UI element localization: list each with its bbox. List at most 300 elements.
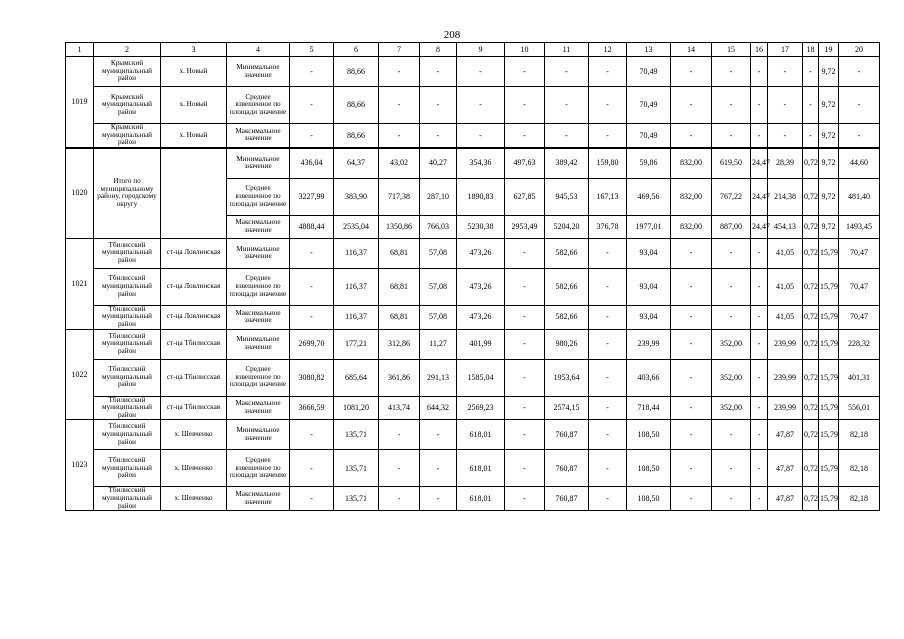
- column-number-cell: 6: [334, 43, 379, 57]
- value-cell: -: [420, 420, 457, 450]
- value-cell: 57,08: [420, 268, 457, 305]
- value-cell: -: [505, 329, 545, 359]
- value-cell: -: [420, 450, 457, 487]
- value-cell: -: [671, 420, 712, 450]
- value-type-cell: Максимальное значение: [227, 396, 290, 420]
- value-cell: -: [589, 450, 627, 487]
- value-cell: 24,47: [751, 215, 768, 238]
- value-type-cell: Минимальное значение: [227, 57, 290, 87]
- value-cell: 70,49: [627, 57, 671, 87]
- value-cell: -: [751, 238, 768, 268]
- value-cell: -: [712, 487, 751, 511]
- table-row: [66, 329, 880, 359]
- table-row: [66, 359, 880, 396]
- value-cell: -: [420, 87, 457, 124]
- value-cell: -: [379, 450, 420, 487]
- value-cell: 2699,70: [290, 329, 334, 359]
- value-cell: -: [671, 487, 712, 511]
- locality-cell: ст-ца Тбилисская: [161, 396, 227, 420]
- value-cell: 582,66: [545, 305, 589, 329]
- value-cell: 287,10: [420, 178, 457, 215]
- locality-cell: х. Шевченко: [161, 487, 227, 511]
- locality-cell: х. Шевченко: [161, 450, 227, 487]
- district-cell: Тбилисский муниципальный район: [94, 396, 161, 420]
- value-cell: -: [290, 487, 334, 511]
- value-cell: 383,90: [334, 178, 379, 215]
- value-cell: 59,86: [627, 148, 671, 179]
- value-cell: 47,87: [768, 420, 803, 450]
- value-cell: 1350,86: [379, 215, 420, 238]
- value-cell: 980,26: [545, 329, 589, 359]
- value-cell: 82,18: [839, 420, 880, 450]
- value-cell: 28,39: [768, 148, 803, 179]
- value-cell: 9,72: [819, 124, 839, 148]
- value-cell: 401,31: [839, 359, 880, 396]
- value-cell: -: [751, 305, 768, 329]
- value-cell: 760,87: [545, 487, 589, 511]
- value-cell: 11,27: [420, 329, 457, 359]
- value-type-cell: Максимальное значение: [227, 487, 290, 511]
- value-cell: 312,86: [379, 329, 420, 359]
- value-type-cell: Минимальное значение: [227, 238, 290, 268]
- value-cell: 40,27: [420, 148, 457, 179]
- value-cell: 108,50: [627, 420, 671, 450]
- district-cell: Крымский муниципальный район: [94, 57, 161, 87]
- value-cell: -: [505, 268, 545, 305]
- value-cell: 3666,59: [290, 396, 334, 420]
- value-cell: -: [379, 420, 420, 450]
- district-cell: Тбилисский муниципальный район: [94, 305, 161, 329]
- value-cell: -: [589, 268, 627, 305]
- value-cell: 43,02: [379, 148, 420, 179]
- value-cell: -: [712, 450, 751, 487]
- value-cell: 135,71: [334, 420, 379, 450]
- locality-cell: [161, 148, 227, 239]
- value-cell: 0,72: [803, 359, 819, 396]
- value-cell: -: [505, 487, 545, 511]
- value-cell: 57,08: [420, 305, 457, 329]
- value-cell: 228,32: [839, 329, 880, 359]
- value-cell: -: [290, 238, 334, 268]
- value-cell: 361,86: [379, 359, 420, 396]
- column-number-cell: 18: [803, 43, 819, 57]
- value-cell: -: [505, 359, 545, 396]
- value-cell: -: [420, 57, 457, 87]
- value-cell: 159,80: [589, 148, 627, 179]
- value-type-cell: Минимальное значение: [227, 148, 290, 179]
- locality-cell: х. Новый: [161, 57, 227, 87]
- value-cell: -: [290, 57, 334, 87]
- locality-cell: х. Шевченко: [161, 420, 227, 450]
- value-cell: 945,53: [545, 178, 589, 215]
- value-cell: 473,26: [457, 238, 505, 268]
- value-cell: 57,08: [420, 238, 457, 268]
- value-cell: 0,72: [803, 305, 819, 329]
- district-cell: Крымский муниципальный район: [94, 87, 161, 124]
- value-cell: 3080,82: [290, 359, 334, 396]
- value-cell: 454,13: [768, 215, 803, 238]
- value-cell: -: [751, 329, 768, 359]
- district-cell: Тбилисский муниципальный район: [94, 487, 161, 511]
- value-cell: 0,72: [803, 396, 819, 420]
- value-cell: 9,72: [819, 215, 839, 238]
- value-cell: 0,72: [803, 215, 819, 238]
- value-cell: -: [803, 57, 819, 87]
- value-cell: 0,72: [803, 329, 819, 359]
- value-cell: 24,47: [751, 148, 768, 179]
- value-cell: 82,18: [839, 487, 880, 511]
- value-cell: 68,81: [379, 268, 420, 305]
- value-cell: -: [589, 359, 627, 396]
- value-cell: -: [545, 124, 589, 148]
- value-cell: -: [545, 57, 589, 87]
- cadastral-values-table: [65, 42, 880, 511]
- value-cell: 618,01: [457, 487, 505, 511]
- value-cell: 239,99: [768, 359, 803, 396]
- value-cell: 0,72: [803, 238, 819, 268]
- value-type-cell: Среднее взвешенное по площади значение: [227, 359, 290, 396]
- value-cell: -: [751, 359, 768, 396]
- value-cell: 135,71: [334, 487, 379, 511]
- value-cell: -: [505, 420, 545, 450]
- row-id-cell: 1022: [66, 329, 94, 420]
- value-cell: 1953,64: [545, 359, 589, 396]
- locality-cell: ст-ца Тбилисская: [161, 359, 227, 396]
- value-cell: -: [589, 396, 627, 420]
- value-cell: 2953,49: [505, 215, 545, 238]
- value-cell: 108,50: [627, 450, 671, 487]
- value-cell: 239,99: [768, 396, 803, 420]
- value-cell: 47,87: [768, 487, 803, 511]
- row-id-cell: 1023: [66, 420, 94, 511]
- value-cell: 291,13: [420, 359, 457, 396]
- value-cell: 68,81: [379, 305, 420, 329]
- value-cell: -: [671, 238, 712, 268]
- value-cell: -: [671, 305, 712, 329]
- value-cell: -: [420, 487, 457, 511]
- value-cell: -: [290, 305, 334, 329]
- value-cell: -: [839, 87, 880, 124]
- district-cell: Тбилисский муниципальный район: [94, 420, 161, 450]
- value-cell: 413,74: [379, 396, 420, 420]
- value-cell: 473,26: [457, 268, 505, 305]
- locality-cell: х. Новый: [161, 124, 227, 148]
- table-row: [66, 396, 880, 420]
- column-number-cell: 8: [420, 43, 457, 57]
- header-row: [66, 43, 880, 57]
- value-cell: -: [768, 87, 803, 124]
- column-number-cell: 2: [94, 43, 161, 57]
- column-number-cell: 3: [161, 43, 227, 57]
- value-cell: 556,01: [839, 396, 880, 420]
- value-type-cell: Максимальное значение: [227, 215, 290, 238]
- district-cell: Крымский муниципальный район: [94, 124, 161, 148]
- value-cell: 15,79: [819, 396, 839, 420]
- row-id-cell: 1021: [66, 238, 94, 329]
- value-cell: 0,72: [803, 178, 819, 215]
- district-cell: Тбилисский муниципальный район: [94, 450, 161, 487]
- column-number-cell: 1: [66, 43, 94, 57]
- value-cell: 70,49: [627, 124, 671, 148]
- value-cell: -: [589, 420, 627, 450]
- value-cell: 15,79: [819, 238, 839, 268]
- value-cell: 5230,38: [457, 215, 505, 238]
- value-cell: -: [505, 238, 545, 268]
- value-cell: -: [839, 124, 880, 148]
- value-cell: 15,79: [819, 329, 839, 359]
- value-cell: -: [379, 87, 420, 124]
- value-cell: -: [505, 87, 545, 124]
- value-cell: 436,04: [290, 148, 334, 179]
- value-cell: -: [420, 124, 457, 148]
- value-cell: -: [751, 487, 768, 511]
- value-cell: -: [712, 305, 751, 329]
- column-number-cell: 10: [505, 43, 545, 57]
- value-cell: -: [505, 396, 545, 420]
- value-cell: 887,00: [712, 215, 751, 238]
- value-cell: -: [803, 87, 819, 124]
- value-cell: -: [671, 87, 712, 124]
- value-cell: -: [290, 87, 334, 124]
- value-cell: 1585,04: [457, 359, 505, 396]
- value-cell: 354,36: [457, 148, 505, 179]
- table-row: [66, 148, 880, 179]
- value-cell: 1493,45: [839, 215, 880, 238]
- value-cell: -: [589, 329, 627, 359]
- column-number-cell: 13: [627, 43, 671, 57]
- value-cell: 0,72: [803, 487, 819, 511]
- value-cell: -: [505, 57, 545, 87]
- value-cell: -: [671, 57, 712, 87]
- value-cell: -: [751, 87, 768, 124]
- table-row: [66, 57, 880, 87]
- value-cell: 41,05: [768, 238, 803, 268]
- value-cell: 44,60: [839, 148, 880, 179]
- value-cell: 767,22: [712, 178, 751, 215]
- value-cell: 167,13: [589, 178, 627, 215]
- value-cell: 0,72: [803, 268, 819, 305]
- value-cell: 9,72: [819, 148, 839, 179]
- value-cell: 116,37: [334, 238, 379, 268]
- value-cell: 0,72: [803, 450, 819, 487]
- value-type-cell: Среднее взвешенное по площади значение: [227, 450, 290, 487]
- value-cell: 473,26: [457, 305, 505, 329]
- value-cell: 41,05: [768, 305, 803, 329]
- value-cell: 70,47: [839, 305, 880, 329]
- value-type-cell: Минимальное значение: [227, 420, 290, 450]
- value-cell: 2535,04: [334, 215, 379, 238]
- value-cell: -: [671, 329, 712, 359]
- value-cell: 469,56: [627, 178, 671, 215]
- value-cell: -: [379, 57, 420, 87]
- value-cell: 24,47: [751, 178, 768, 215]
- value-cell: -: [768, 124, 803, 148]
- value-cell: -: [803, 124, 819, 148]
- value-cell: 832,00: [671, 148, 712, 179]
- value-cell: -: [379, 124, 420, 148]
- value-cell: -: [751, 57, 768, 87]
- page-number: 208: [443, 29, 461, 41]
- value-cell: -: [505, 450, 545, 487]
- value-cell: -: [712, 238, 751, 268]
- value-cell: 239,99: [768, 329, 803, 359]
- value-cell: 832,00: [671, 215, 712, 238]
- value-cell: -: [768, 57, 803, 87]
- value-cell: -: [379, 487, 420, 511]
- value-cell: 135,71: [334, 450, 379, 487]
- value-cell: 93,04: [627, 268, 671, 305]
- value-cell: 116,37: [334, 268, 379, 305]
- column-number-cell: 7: [379, 43, 420, 57]
- district-cell: Тбилисский муниципальный район: [94, 268, 161, 305]
- table-row: [66, 87, 880, 124]
- value-cell: 177,21: [334, 329, 379, 359]
- value-cell: 717,38: [379, 178, 420, 215]
- value-cell: 644,32: [420, 396, 457, 420]
- value-cell: -: [751, 450, 768, 487]
- value-cell: -: [671, 359, 712, 396]
- value-type-cell: Максимальное значение: [227, 305, 290, 329]
- column-number-cell: 17: [768, 43, 803, 57]
- value-cell: -: [751, 124, 768, 148]
- value-cell: 47,87: [768, 450, 803, 487]
- value-cell: 582,66: [545, 268, 589, 305]
- value-cell: -: [712, 124, 751, 148]
- value-cell: -: [290, 124, 334, 148]
- value-cell: 389,42: [545, 148, 589, 179]
- value-cell: 1890,83: [457, 178, 505, 215]
- value-type-cell: Максимальное значение: [227, 124, 290, 148]
- value-cell: -: [589, 57, 627, 87]
- value-cell: 9,72: [819, 178, 839, 215]
- value-cell: 619,50: [712, 148, 751, 179]
- value-cell: 5204,20: [545, 215, 589, 238]
- value-cell: 2569,23: [457, 396, 505, 420]
- value-cell: -: [751, 268, 768, 305]
- value-cell: 718,44: [627, 396, 671, 420]
- table-row: [66, 124, 880, 148]
- value-cell: 627,85: [505, 178, 545, 215]
- value-cell: -: [671, 450, 712, 487]
- value-cell: -: [505, 124, 545, 148]
- district-cell: Тбилисский муниципальный район: [94, 238, 161, 268]
- value-cell: 41,05: [768, 268, 803, 305]
- value-cell: 2574,15: [545, 396, 589, 420]
- value-cell: 15,79: [819, 450, 839, 487]
- value-cell: 4888,44: [290, 215, 334, 238]
- value-cell: 3227,99: [290, 178, 334, 215]
- value-cell: 9,72: [819, 87, 839, 124]
- column-number-cell: 5: [290, 43, 334, 57]
- value-cell: 352,00: [712, 359, 751, 396]
- value-cell: 70,49: [627, 87, 671, 124]
- value-cell: -: [457, 57, 505, 87]
- value-cell: 70,47: [839, 238, 880, 268]
- value-cell: -: [290, 420, 334, 450]
- value-cell: 832,00: [671, 178, 712, 215]
- value-cell: 15,79: [819, 420, 839, 450]
- locality-cell: х. Новый: [161, 87, 227, 124]
- value-cell: 82,18: [839, 450, 880, 487]
- row-id-cell: 1019: [66, 57, 94, 148]
- value-cell: -: [839, 57, 880, 87]
- value-cell: -: [751, 420, 768, 450]
- district-cell: Тбилисский муниципальный район: [94, 359, 161, 396]
- value-cell: 88,66: [334, 57, 379, 87]
- value-cell: 582,66: [545, 238, 589, 268]
- value-cell: -: [589, 305, 627, 329]
- value-cell: -: [671, 124, 712, 148]
- value-cell: 1977,01: [627, 215, 671, 238]
- value-cell: -: [712, 87, 751, 124]
- value-cell: -: [589, 87, 627, 124]
- value-cell: 64,37: [334, 148, 379, 179]
- column-number-cell: 12: [589, 43, 627, 57]
- value-cell: 1081,20: [334, 396, 379, 420]
- column-number-cell: 14: [671, 43, 712, 57]
- row-id-cell: 1020: [66, 148, 94, 239]
- value-cell: 766,03: [420, 215, 457, 238]
- value-cell: 376,78: [589, 215, 627, 238]
- value-cell: 618,01: [457, 420, 505, 450]
- value-cell: -: [671, 268, 712, 305]
- value-cell: 93,04: [627, 305, 671, 329]
- value-cell: -: [751, 396, 768, 420]
- value-cell: 70,47: [839, 268, 880, 305]
- value-cell: 214,38: [768, 178, 803, 215]
- value-cell: 68,81: [379, 238, 420, 268]
- value-cell: 352,00: [712, 396, 751, 420]
- value-cell: -: [545, 87, 589, 124]
- locality-cell: ст-ца Ловлинская: [161, 305, 227, 329]
- value-type-cell: Среднее взвешенное по площади значение: [227, 178, 290, 215]
- value-cell: -: [505, 305, 545, 329]
- value-cell: 497,63: [505, 148, 545, 179]
- value-cell: 618,01: [457, 450, 505, 487]
- value-cell: 239,99: [627, 329, 671, 359]
- value-cell: -: [457, 124, 505, 148]
- value-cell: 15,79: [819, 487, 839, 511]
- value-cell: -: [589, 238, 627, 268]
- value-cell: 760,87: [545, 420, 589, 450]
- value-cell: 0,72: [803, 420, 819, 450]
- table-row: [66, 268, 880, 305]
- value-cell: 685,64: [334, 359, 379, 396]
- column-number-cell: 4: [227, 43, 290, 57]
- value-cell: -: [589, 124, 627, 148]
- column-number-cell: 9: [457, 43, 505, 57]
- value-cell: -: [712, 420, 751, 450]
- locality-cell: ст-ца Ловлинская: [161, 238, 227, 268]
- value-cell: 401,99: [457, 329, 505, 359]
- value-cell: 15,79: [819, 268, 839, 305]
- value-cell: -: [290, 268, 334, 305]
- value-type-cell: Минимальное значение: [227, 329, 290, 359]
- value-cell: 760,87: [545, 450, 589, 487]
- value-cell: 9,72: [819, 57, 839, 87]
- value-cell: -: [290, 450, 334, 487]
- value-cell: 15,79: [819, 305, 839, 329]
- column-number-cell: 16: [751, 43, 768, 57]
- value-cell: 0,72: [803, 148, 819, 179]
- column-number-cell: 11: [545, 43, 589, 57]
- table-row: [66, 305, 880, 329]
- value-cell: 15,79: [819, 359, 839, 396]
- value-cell: 403,66: [627, 359, 671, 396]
- value-cell: -: [712, 57, 751, 87]
- value-cell: -: [457, 87, 505, 124]
- table-row: [66, 450, 880, 487]
